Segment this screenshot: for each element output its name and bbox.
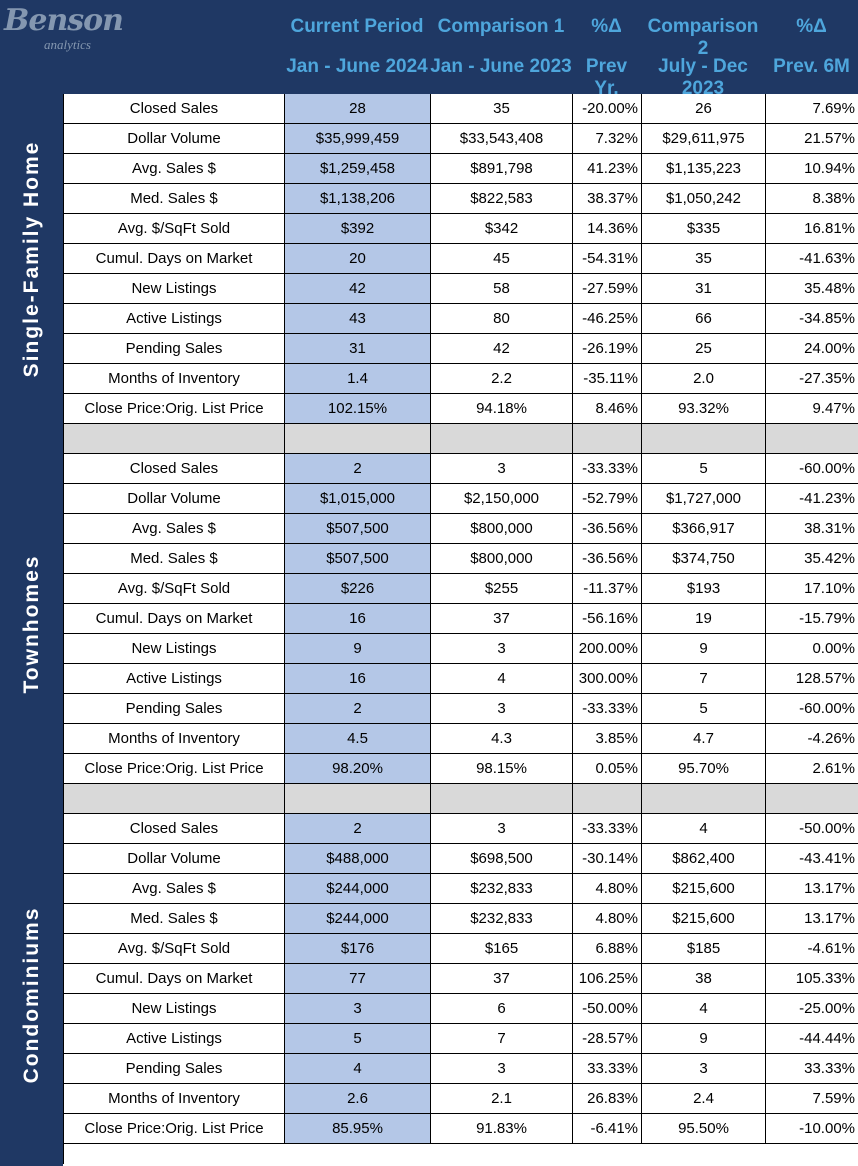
current-period-value: 102.15%	[285, 394, 431, 423]
section-spacer-row	[64, 784, 858, 814]
comparison-2-value: 26	[642, 94, 766, 123]
comparison-2-value: 95.70%	[642, 754, 766, 783]
pct-change-prev-6m: -4.61%	[766, 934, 858, 963]
section-gap	[0, 424, 63, 454]
table-row	[64, 214, 858, 244]
comparison-1-value: $822,583	[431, 184, 573, 213]
comparison-2-value: 95.50%	[642, 1114, 766, 1143]
comparison-2-value: $335	[642, 214, 766, 243]
metric-label: Med. Sales $	[64, 904, 285, 933]
comparison-1-value: 45	[431, 244, 573, 273]
header-label: %Δ	[796, 16, 827, 37]
logo-tagline: analytics	[44, 37, 91, 52]
current-period-value: 42	[285, 274, 431, 303]
comparison-2-value: $366,917	[642, 514, 766, 543]
section-title: Condominiums	[19, 906, 43, 1084]
pct-change-prev-yr: -11.37%	[573, 574, 642, 603]
current-period-value: $507,500	[285, 514, 431, 543]
pct-change-prev-yr: 6.88%	[573, 934, 642, 963]
current-period-value: 2	[285, 454, 431, 483]
current-period-value: 31	[285, 334, 431, 363]
section-label-single-family	[0, 94, 63, 424]
metric-label: Close Price:Orig. List Price	[64, 754, 285, 783]
comparison-2-value: 31	[642, 274, 766, 303]
current-period-value: 4	[285, 1054, 431, 1083]
pct-change-prev-yr: 200.00%	[573, 634, 642, 663]
pct-change-prev-6m: 2.61%	[766, 754, 858, 783]
pct-change-prev-yr: 33.33%	[573, 1054, 642, 1083]
metric-label: Dollar Volume	[64, 844, 285, 873]
comparison-2-value: 4.7	[642, 724, 766, 753]
benson-logo	[4, 3, 123, 64]
metric-label: Cumul. Days on Market	[64, 244, 285, 273]
current-period-value: $244,000	[285, 904, 431, 933]
pct-change-prev-yr: 14.36%	[573, 214, 642, 243]
metric-label: New Listings	[64, 994, 285, 1023]
comparison-2-value: $185	[642, 934, 766, 963]
section-label-condominiums	[0, 824, 63, 1166]
pct-change-prev-yr: -20.00%	[573, 94, 642, 123]
comparison-1-value: 80	[431, 304, 573, 333]
table-row	[64, 964, 858, 994]
metric-label: Cumul. Days on Market	[64, 604, 285, 633]
pct-change-prev-yr: -52.79%	[573, 484, 642, 513]
metric-label: Pending Sales	[64, 1054, 285, 1083]
current-period-value: $244,000	[285, 874, 431, 903]
header-label: Comparison 1	[437, 16, 565, 37]
header-label: Comparison 2	[647, 16, 759, 59]
table-row	[64, 274, 858, 304]
comparison-2-value: $862,400	[642, 844, 766, 873]
pct-change-prev-yr: 0.05%	[573, 754, 642, 783]
pct-change-prev-yr: -36.56%	[573, 544, 642, 573]
current-period-value: $176	[285, 934, 431, 963]
table-row	[64, 124, 858, 154]
metric-label: Avg. Sales $	[64, 154, 285, 183]
pct-change-prev-6m: -4.26%	[766, 724, 858, 753]
comparison-1-value: 7	[431, 1024, 573, 1053]
comparison-2-value: 5	[642, 454, 766, 483]
table-row	[64, 244, 858, 274]
current-period-value: 5	[285, 1024, 431, 1053]
pct-change-prev-6m: 105.33%	[766, 964, 858, 993]
comparison-1-value: $255	[431, 574, 573, 603]
comparison-1-value: $165	[431, 934, 573, 963]
pct-change-prev-6m: 21.57%	[766, 124, 858, 153]
comparison-2-value: $1,727,000	[642, 484, 766, 513]
pct-change-prev-6m: -25.00%	[766, 994, 858, 1023]
comparison-2-value: $193	[642, 574, 766, 603]
comparison-1-value: 6	[431, 994, 573, 1023]
comparison-2-value: 2.4	[642, 1084, 766, 1113]
section-title: Single-Family Home	[19, 140, 43, 378]
spacer-cell	[642, 784, 766, 813]
current-period-value: $226	[285, 574, 431, 603]
metrics-table	[63, 94, 858, 1164]
current-period-value: 85.95%	[285, 1114, 431, 1143]
table-header	[0, 0, 858, 99]
current-period-value: 2	[285, 814, 431, 843]
metric-label: Pending Sales	[64, 334, 285, 363]
pct-change-prev-6m: 7.69%	[766, 94, 858, 123]
comparison-1-value: 2.2	[431, 364, 573, 393]
comparison-1-value: $33,543,408	[431, 124, 573, 153]
table-row	[64, 814, 858, 844]
pct-change-prev-yr: -56.16%	[573, 604, 642, 633]
pct-change-prev-6m: 35.42%	[766, 544, 858, 573]
comparison-1-value: 3	[431, 634, 573, 663]
current-period-value: $507,500	[285, 544, 431, 573]
comparison-2-value: 7	[642, 664, 766, 693]
pct-change-prev-yr: -35.11%	[573, 364, 642, 393]
pct-change-prev-6m: 7.59%	[766, 1084, 858, 1113]
metric-label: Months of Inventory	[64, 364, 285, 393]
pct-change-prev-6m: 8.38%	[766, 184, 858, 213]
pct-change-prev-6m: 35.48%	[766, 274, 858, 303]
spacer-cell	[64, 784, 285, 813]
comparison-1-value: 3	[431, 1054, 573, 1083]
table-row	[64, 364, 858, 394]
pct-change-prev-6m: 0.00%	[766, 634, 858, 663]
spacer-cell	[431, 424, 573, 453]
comparison-2-value: 66	[642, 304, 766, 333]
comparison-2-value: 3	[642, 1054, 766, 1083]
pct-change-prev-6m: 9.47%	[766, 394, 858, 423]
comparison-1-value: 58	[431, 274, 573, 303]
table-row	[64, 604, 858, 634]
table-row	[64, 694, 858, 724]
section-label-townhomes	[0, 454, 63, 794]
comparison-1-value: 42	[431, 334, 573, 363]
spacer-cell	[642, 424, 766, 453]
current-period-value: 16	[285, 664, 431, 693]
header-sublabel: Jan - June 2024	[286, 56, 428, 77]
pct-change-prev-6m: -60.00%	[766, 454, 858, 483]
table-row	[64, 304, 858, 334]
pct-change-prev-6m: -27.35%	[766, 364, 858, 393]
comparison-2-value: 25	[642, 334, 766, 363]
table-row	[64, 874, 858, 904]
table-row	[64, 1114, 858, 1144]
table-row	[64, 184, 858, 214]
pct-change-prev-yr: -26.19%	[573, 334, 642, 363]
comparison-1-value: 35	[431, 94, 573, 123]
metric-label: Closed Sales	[64, 454, 285, 483]
current-period-value: 3	[285, 994, 431, 1023]
current-period-value: 77	[285, 964, 431, 993]
pct-change-prev-6m: -44.44%	[766, 1024, 858, 1053]
table-row	[64, 1024, 858, 1054]
table-row	[64, 514, 858, 544]
metric-label: Months of Inventory	[64, 1084, 285, 1113]
pct-change-prev-6m: 128.57%	[766, 664, 858, 693]
table-row	[64, 664, 858, 694]
metric-label: Active Listings	[64, 304, 285, 333]
pct-change-prev-6m: 24.00%	[766, 334, 858, 363]
comparison-2-value: 9	[642, 1024, 766, 1053]
pct-change-prev-6m: -60.00%	[766, 694, 858, 723]
table-row	[64, 724, 858, 754]
metric-label: Pending Sales	[64, 694, 285, 723]
current-period-value: 28	[285, 94, 431, 123]
spacer-cell	[431, 784, 573, 813]
pct-change-prev-yr: -50.00%	[573, 994, 642, 1023]
metric-label: New Listings	[64, 634, 285, 663]
comparison-2-value: 19	[642, 604, 766, 633]
pct-change-prev-6m: -10.00%	[766, 1114, 858, 1143]
table-row	[64, 484, 858, 514]
header-sublabel: Jan - June 2023	[430, 56, 572, 77]
spacer-cell	[766, 784, 858, 813]
current-period-value: 2	[285, 694, 431, 723]
pct-change-prev-6m: 16.81%	[766, 214, 858, 243]
table-row	[64, 154, 858, 184]
comparison-1-value: 91.83%	[431, 1114, 573, 1143]
header-label: %Δ	[591, 16, 622, 37]
header-sublabel: July - Dec 2023	[658, 56, 748, 99]
metric-label: Active Listings	[64, 1024, 285, 1053]
comparison-1-value: 94.18%	[431, 394, 573, 423]
comparison-2-value: $29,611,975	[642, 124, 766, 153]
comparison-1-value: $2,150,000	[431, 484, 573, 513]
current-period-value: $1,259,458	[285, 154, 431, 183]
spacer-cell	[285, 784, 431, 813]
comparison-1-value: 37	[431, 964, 573, 993]
metric-label: Avg. $/SqFt Sold	[64, 214, 285, 243]
metric-label: Cumul. Days on Market	[64, 964, 285, 993]
current-period-value: 43	[285, 304, 431, 333]
pct-change-prev-yr: -6.41%	[573, 1114, 642, 1143]
metric-label: Avg. Sales $	[64, 874, 285, 903]
table-row	[64, 334, 858, 364]
current-period-value: 1.4	[285, 364, 431, 393]
comparison-1-value: 37	[431, 604, 573, 633]
current-period-value: 2.6	[285, 1084, 431, 1113]
comparison-1-value: 4.3	[431, 724, 573, 753]
comparison-2-value: $215,600	[642, 874, 766, 903]
pct-change-prev-6m: 17.10%	[766, 574, 858, 603]
table-row	[64, 994, 858, 1024]
current-period-value: $1,015,000	[285, 484, 431, 513]
table-row	[64, 754, 858, 784]
comparison-2-value: 93.32%	[642, 394, 766, 423]
spacer-cell	[285, 424, 431, 453]
pct-change-prev-6m: 33.33%	[766, 1054, 858, 1083]
current-period-value: 98.20%	[285, 754, 431, 783]
header-sublabel: Prev. 6M	[773, 56, 850, 77]
comparison-2-value: $215,600	[642, 904, 766, 933]
metric-label: Avg. Sales $	[64, 514, 285, 543]
comparison-1-value: $698,500	[431, 844, 573, 873]
current-period-value: $392	[285, 214, 431, 243]
comparison-1-value: $232,833	[431, 904, 573, 933]
pct-change-prev-yr: -36.56%	[573, 514, 642, 543]
table-row	[64, 394, 858, 424]
table-row	[64, 904, 858, 934]
current-period-value: 16	[285, 604, 431, 633]
pct-change-prev-yr: -46.25%	[573, 304, 642, 333]
pct-change-prev-6m: -50.00%	[766, 814, 858, 843]
table-row	[64, 544, 858, 574]
comparison-2-value: $1,135,223	[642, 154, 766, 183]
comparison-2-value: 4	[642, 994, 766, 1023]
pct-change-prev-yr: 106.25%	[573, 964, 642, 993]
comparison-2-value: 2.0	[642, 364, 766, 393]
pct-change-prev-6m: -41.63%	[766, 244, 858, 273]
pct-change-prev-yr: 7.32%	[573, 124, 642, 153]
comparison-1-value: $342	[431, 214, 573, 243]
table-row	[64, 934, 858, 964]
pct-change-prev-yr: 26.83%	[573, 1084, 642, 1113]
current-period-value: $1,138,206	[285, 184, 431, 213]
table-row	[64, 844, 858, 874]
table-row	[64, 94, 858, 124]
pct-change-prev-yr: -28.57%	[573, 1024, 642, 1053]
comparison-1-value: 2.1	[431, 1084, 573, 1113]
header-comparison-1	[430, 0, 572, 94]
metric-label: Dollar Volume	[64, 484, 285, 513]
metric-label: Closed Sales	[64, 94, 285, 123]
section-gap	[0, 794, 63, 824]
comparison-1-value: 4	[431, 664, 573, 693]
header-pct-change-prev-6m	[765, 0, 858, 94]
comparison-1-value: 3	[431, 694, 573, 723]
header-current-period	[284, 0, 430, 94]
current-period-value: 9	[285, 634, 431, 663]
metric-label: Active Listings	[64, 664, 285, 693]
pct-change-prev-yr: -33.33%	[573, 454, 642, 483]
pct-change-prev-yr: 41.23%	[573, 154, 642, 183]
pct-change-prev-6m: -15.79%	[766, 604, 858, 633]
header-pct-change-prev-yr	[572, 0, 641, 99]
comparison-2-value: $374,750	[642, 544, 766, 573]
metric-label: Close Price:Orig. List Price	[64, 394, 285, 423]
comparison-2-value: 35	[642, 244, 766, 273]
comparison-1-value: $232,833	[431, 874, 573, 903]
current-period-value: $488,000	[285, 844, 431, 873]
comparison-2-value: $1,050,242	[642, 184, 766, 213]
pct-change-prev-6m: 13.17%	[766, 874, 858, 903]
section-spacer-row	[64, 424, 858, 454]
metric-label: Months of Inventory	[64, 724, 285, 753]
pct-change-prev-6m: 10.94%	[766, 154, 858, 183]
pct-change-prev-yr: 3.85%	[573, 724, 642, 753]
spacer-cell	[573, 784, 642, 813]
comparison-1-value: $800,000	[431, 514, 573, 543]
comparison-1-value: $891,798	[431, 154, 573, 183]
current-period-value: $35,999,459	[285, 124, 431, 153]
header-sublabel: Prev Yr.	[585, 56, 628, 99]
pct-change-prev-6m: -43.41%	[766, 844, 858, 873]
spacer-cell	[64, 424, 285, 453]
comparison-2-value: 38	[642, 964, 766, 993]
comparison-2-value: 9	[642, 634, 766, 663]
metric-label: Med. Sales $	[64, 184, 285, 213]
comparison-1-value: 3	[431, 814, 573, 843]
comparison-1-value: $800,000	[431, 544, 573, 573]
comparison-2-value: 5	[642, 694, 766, 723]
metric-label: Med. Sales $	[64, 544, 285, 573]
header-comparison-2	[641, 0, 765, 99]
pct-change-prev-yr: -30.14%	[573, 844, 642, 873]
current-period-value: 4.5	[285, 724, 431, 753]
metric-label: Avg. $/SqFt Sold	[64, 574, 285, 603]
comparison-1-value: 98.15%	[431, 754, 573, 783]
pct-change-prev-yr: 300.00%	[573, 664, 642, 693]
pct-change-prev-yr: 4.80%	[573, 874, 642, 903]
metric-label: Avg. $/SqFt Sold	[64, 934, 285, 963]
pct-change-prev-6m: -34.85%	[766, 304, 858, 333]
spacer-cell	[766, 424, 858, 453]
pct-change-prev-yr: -27.59%	[573, 274, 642, 303]
pct-change-prev-yr: 38.37%	[573, 184, 642, 213]
pct-change-prev-yr: -54.31%	[573, 244, 642, 273]
metric-label: Dollar Volume	[64, 124, 285, 153]
pct-change-prev-yr: -33.33%	[573, 694, 642, 723]
comparison-2-value: 4	[642, 814, 766, 843]
metric-label: New Listings	[64, 274, 285, 303]
spacer-cell	[573, 424, 642, 453]
table-row	[64, 574, 858, 604]
logo-name: Benson	[4, 3, 123, 38]
table-row	[64, 634, 858, 664]
metric-label: Closed Sales	[64, 814, 285, 843]
table-row	[64, 1084, 858, 1114]
pct-change-prev-6m: -41.23%	[766, 484, 858, 513]
header-label: Current Period	[290, 16, 424, 37]
section-title: Townhomes	[19, 554, 43, 694]
pct-change-prev-yr: 4.80%	[573, 904, 642, 933]
pct-change-prev-yr: -33.33%	[573, 814, 642, 843]
pct-change-prev-6m: 38.31%	[766, 514, 858, 543]
table-row	[64, 1054, 858, 1084]
comparison-1-value: 3	[431, 454, 573, 483]
pct-change-prev-6m: 13.17%	[766, 904, 858, 933]
current-period-value: 20	[285, 244, 431, 273]
metric-label: Close Price:Orig. List Price	[64, 1114, 285, 1143]
table-row	[64, 454, 858, 484]
pct-change-prev-yr: 8.46%	[573, 394, 642, 423]
